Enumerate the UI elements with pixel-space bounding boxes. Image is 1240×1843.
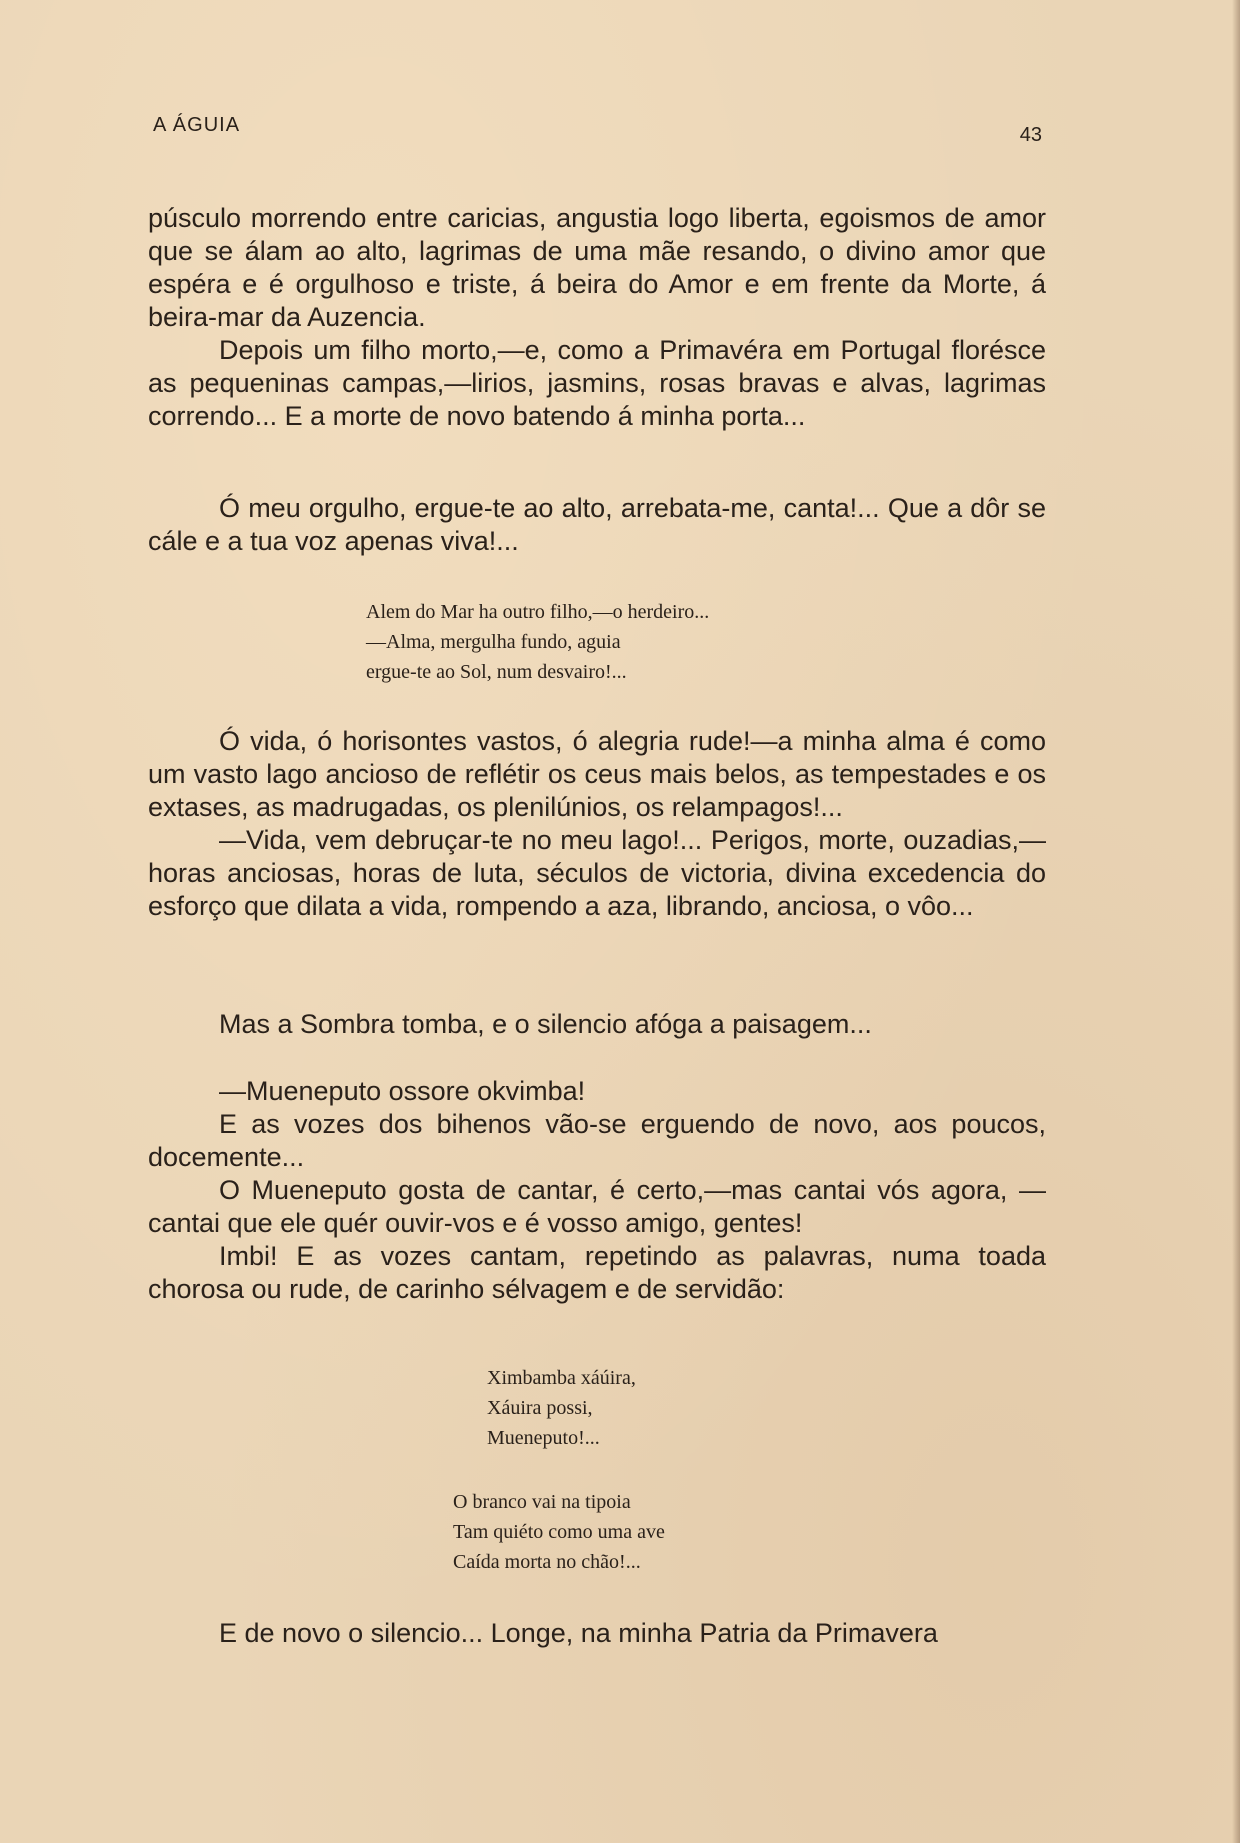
paragraph-block-2 [148, 492, 1046, 558]
verse-stanza-1 [366, 597, 709, 687]
paragraph: Mas a Sombra tomba, e o silencio afóga a paisagem... [219, 1009, 872, 1039]
verse-line: —Alma, mergulha fundo, aguia [366, 631, 621, 653]
verse-stanza-2 [487, 1363, 636, 1453]
paragraph: —Vida, vem debruçar-te no meu lago!... Perigos, morte, ouzadias,—horas anciosas, horas de luta, séculos de victoria, divina excedencia do esforço que dilata a vida, rompendo a aza, librando, anciosa, o vôo... [148, 825, 1046, 921]
paragraph: E de novo o silencio... Longe, na minha Patria da Primavera [219, 1618, 938, 1648]
paragraph: O Mueneputo gosta de cantar, é certo,—mas cantai vós agora, —cantai que ele quér ouvir-vos e é vosso amigo, gentes! [148, 1175, 1046, 1238]
page-header [153, 114, 1042, 144]
page-edge-shadow [1232, 0, 1240, 1843]
paragraph-block-6 [148, 1617, 1046, 1650]
paragraph: púsculo morrendo entre caricias, angustia logo liberta, egoismos de amor que se álam ao alto, lagrimas de uma mãe resando, o divino amor que espéra e é orgulhoso e triste, á beira do Amor e em frente da Morte, á beira-mar da Auzencia. [148, 203, 1046, 332]
paragraph: Depois um filho morto,—e, como a Primavéra em Portugal florésce as pequeninas campas,—lirios, jasmins, rosas bravas e alvas, lagrimas correndo... E a morte de novo batendo á minha porta... [148, 335, 1046, 431]
paragraph: Imbi! E as vozes cantam, repetindo as palavras, numa toada chorosa ou rude, de carinho sélvagem e de servidão: [148, 1241, 1046, 1304]
paragraph-block-3 [148, 725, 1046, 923]
verse-line: Alem do Mar ha outro filho,—o herdeiro... [366, 601, 710, 623]
verse-stanza-3 [453, 1487, 665, 1577]
paragraph: —Mueneputo ossore okvimba! [219, 1076, 586, 1106]
paragraph-block-5 [148, 1075, 1046, 1306]
paragraph: Ó meu orgulho, ergue-te ao alto, arrebata-me, canta!... Que a dôr se cále e a tua voz apenas viva!... [148, 493, 1046, 556]
page-number: 43 [1019, 124, 1042, 146]
paragraph: Ó vida, ó horisontes vastos, ó alegria rude!—a minha alma é como um vasto lago ancioso de reflétir os ceus mais belos, as tempestades e os extases, as madrugadas, os plenilúnios, os relampagos!... [148, 726, 1046, 822]
paragraph: E as vozes dos bihenos vão-se erguendo de novo, aos poucos, docemente... [148, 1109, 1046, 1172]
verse-line: Ximbamba xáúira, [487, 1367, 636, 1389]
verse-line: O branco vai na tipoia [453, 1491, 631, 1513]
running-title: A ÁGUIA [153, 114, 241, 136]
verse-line: Xáuira possi, [487, 1397, 593, 1419]
verse-line: Mueneputo!... [487, 1427, 600, 1449]
verse-line: Caída morta no chão!... [453, 1551, 641, 1573]
paragraph-block-4 [148, 1008, 1046, 1041]
verse-line: ergue-te ao Sol, num desvairo!... [366, 661, 627, 683]
paragraph-block-1 [148, 202, 1046, 433]
verse-line: Tam quiéto como uma ave [453, 1521, 665, 1543]
